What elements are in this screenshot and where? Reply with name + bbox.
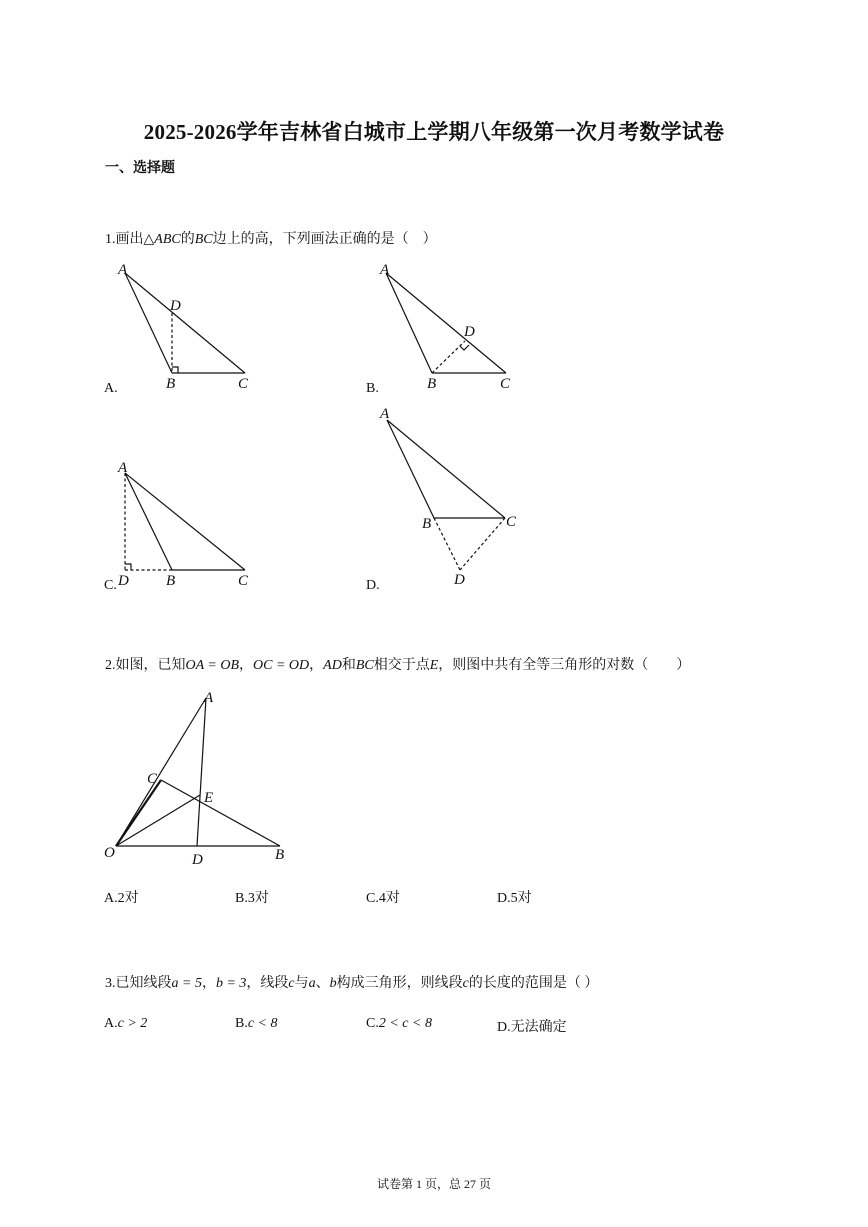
- q2-sep1: ，: [239, 658, 254, 673]
- q2-mid: 相交于点: [373, 658, 430, 673]
- fig-a-label-a: A: [118, 262, 128, 278]
- q2-option-b-value: 3: [247, 891, 255, 906]
- q2-eq1: OA = OB: [185, 658, 240, 673]
- fig-d-side-ac: [387, 420, 505, 518]
- q2-option-d-letter: D.: [497, 891, 511, 906]
- q2-segment-bc: [161, 780, 280, 846]
- section-heading: 一、选择题: [105, 161, 175, 176]
- q3-option-b[interactable]: [235, 1016, 278, 1032]
- q2-option-d-unit: 对: [517, 891, 532, 906]
- fig-c-right-angle-mark: [125, 564, 131, 570]
- q3-option-a[interactable]: [104, 1016, 147, 1032]
- fig-a-right-angle-mark: [172, 367, 178, 373]
- fig-b-label-a: A: [380, 262, 390, 278]
- q2-option-b-unit: 对: [254, 891, 269, 906]
- q2-option-a-letter: A.: [104, 891, 118, 906]
- fig-d-label-a: A: [380, 406, 390, 422]
- fig-d-side-ab: [387, 420, 434, 518]
- q3-option-c-letter: C.: [366, 1016, 379, 1031]
- q1-abc: ABC: [154, 232, 181, 247]
- q1-de: 的: [180, 232, 195, 247]
- q2-label-d: D: [192, 852, 203, 868]
- fig-a-label-b: B: [166, 376, 176, 392]
- fig-d-altitude: [460, 518, 505, 570]
- fig-d-label-b: B: [422, 516, 432, 532]
- q2-segment-oe: [116, 795, 200, 846]
- fig-a-side-ab: [125, 273, 172, 373]
- fig-c-side-ac: [125, 473, 245, 570]
- q1-triangle-symbol: △: [143, 232, 155, 247]
- fig-c-side-ab: [125, 473, 172, 570]
- fig-d-label-c: C: [506, 514, 517, 530]
- page-title: 2025-2026学年吉林省白城市上学期八年级第一次月考数学试卷: [143, 120, 725, 144]
- q3-option-b-value: c < 8: [247, 1016, 278, 1031]
- q2-prefix: 2.如图，已知: [105, 658, 186, 673]
- q2-option-c[interactable]: [366, 887, 400, 907]
- q2-label-a: A: [204, 690, 214, 706]
- fig-c-label-d: D: [118, 573, 129, 589]
- fig-b-side-ab: [386, 273, 432, 373]
- fig-c-label-c: C: [238, 573, 249, 589]
- q3-dun: 、: [315, 976, 330, 991]
- q1-figure-c: [110, 458, 270, 588]
- fig-c-label-b: B: [166, 573, 176, 589]
- page-footer: 试卷第 1 页，总 27 页: [376, 1177, 491, 1191]
- question-1-stem: [105, 228, 437, 248]
- q2-eq2: OC = OD: [253, 658, 310, 673]
- q1-option-b[interactable]: B.: [366, 381, 379, 396]
- question-2-stem: [105, 654, 690, 674]
- q3-option-c[interactable]: [366, 1016, 432, 1032]
- q1-prefix: 1.画出: [105, 232, 144, 247]
- q3-option-d[interactable]: [497, 1016, 567, 1036]
- fig-b-altitude: [432, 341, 465, 373]
- fig-b-label-d: D: [464, 324, 475, 340]
- q3-b2: b: [329, 976, 337, 991]
- fig-b-right-angle-mark: [460, 345, 469, 350]
- q3-sep: ，: [201, 976, 216, 991]
- q1-figure-b: [372, 258, 532, 398]
- q3-option-c-value: 2 < c < 8: [378, 1016, 432, 1031]
- q2-option-b[interactable]: [235, 887, 269, 907]
- q3-mid: ，线段: [246, 976, 289, 991]
- fig-c-label-a: A: [118, 460, 128, 476]
- q3-c: c: [288, 976, 295, 991]
- fig-a-side-ac: [125, 273, 245, 373]
- fig-d-label-d: D: [454, 572, 465, 588]
- q3-with: 与: [294, 976, 309, 991]
- fig-b-side-ac: [386, 273, 506, 373]
- q2-segment-ad: [197, 698, 206, 846]
- q2-bc: BC: [355, 658, 374, 673]
- q3-mid2: 构成三角形，则线段: [336, 976, 463, 991]
- q2-option-d-value: 5: [510, 891, 518, 906]
- q2-label-e: E: [204, 790, 214, 806]
- q1-option-d[interactable]: D.: [366, 578, 380, 593]
- q3-a2: a: [308, 976, 316, 991]
- q3-prefix: 3.已知线段: [105, 976, 172, 991]
- q2-side-oa: [116, 698, 206, 846]
- q2-figure: [104, 688, 294, 868]
- q2-label-b: B: [275, 847, 285, 863]
- q3-option-d-letter: D.: [497, 1020, 511, 1035]
- q1-bc: BC: [194, 232, 213, 247]
- q3-a: a = 5: [171, 976, 202, 991]
- q2-e: E: [429, 658, 439, 673]
- q3-b: b = 3: [215, 976, 247, 991]
- q1-figure-a: [110, 258, 270, 398]
- q2-option-c-letter: C.: [366, 891, 379, 906]
- fig-a-label-c: C: [238, 376, 249, 392]
- fig-a-label-d: D: [170, 298, 181, 314]
- q3-c2: c: [462, 976, 469, 991]
- q2-label-c: C: [147, 771, 158, 787]
- q2-option-c-value: 4: [378, 891, 386, 906]
- q2-option-c-unit: 对: [385, 891, 400, 906]
- q2-option-a-unit: 对: [124, 891, 139, 906]
- q1-figure-d: [372, 400, 532, 590]
- q2-option-b-letter: B.: [235, 891, 248, 906]
- q2-sep2: ，: [309, 658, 324, 673]
- question-3-stem: [105, 972, 598, 992]
- q2-segment-oc: [116, 780, 161, 846]
- q2-option-d[interactable]: [497, 887, 532, 907]
- q3-option-a-letter: A.: [104, 1016, 118, 1031]
- q3-option-d-value: 无法确定: [510, 1020, 567, 1035]
- q3-suffix: 的长度的范围是（ ）: [468, 976, 599, 991]
- q3-option-b-letter: B.: [235, 1016, 248, 1031]
- fig-b-label-c: C: [500, 376, 511, 392]
- q1-option-c[interactable]: C.: [104, 578, 117, 593]
- q2-option-a-value: 2: [117, 891, 125, 906]
- q2-option-a[interactable]: [104, 887, 139, 907]
- q1-option-a[interactable]: A.: [104, 381, 118, 396]
- q2-suffix: ，则图中共有全等三角形的对数（ ）: [438, 658, 691, 673]
- q2-ad: AD: [323, 658, 342, 673]
- fig-d-extension: [434, 518, 460, 570]
- q2-and: 和: [341, 658, 356, 673]
- q3-option-a-value: c > 2: [117, 1016, 148, 1031]
- q2-label-o: O: [104, 845, 115, 861]
- fig-b-label-b: B: [427, 376, 437, 392]
- q1-suffix: 边上的高，下列画法正确的是（ ）: [212, 232, 437, 247]
